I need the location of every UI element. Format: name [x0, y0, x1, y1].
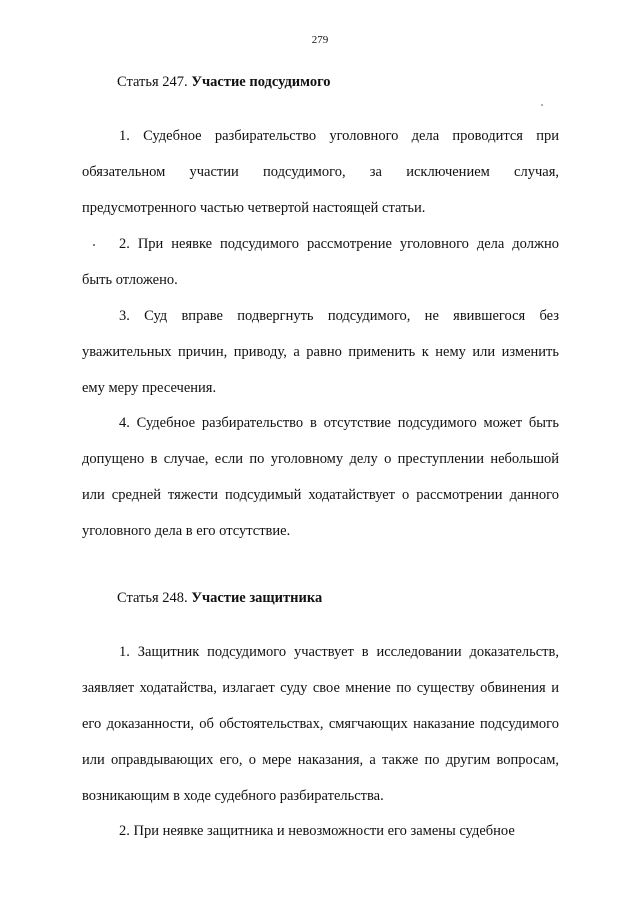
article-247-paragraph-3: 3. Суд вправе подвергнуть подсудимого, не явившегося без уважительных причин, приводу, а равно применить к нему или изменить ему меру пресечения.: [82, 308, 559, 396]
article-248-paragraph-2: 2. При неявке защитника и невозможности его замены судебное: [119, 823, 515, 839]
article-248-heading: [117, 590, 322, 607]
scan-speck: [541, 104, 543, 106]
article-247-paragraph-4: 4. Судебное разбирательство в отсутствие подсудимого может быть допущено в случае, если по уголовному делу о преступлении небольшой или средней тяжести подсудимый ходатайствует о рассмотрении данного уголовного дела в его отсутствие.: [82, 415, 559, 539]
article-247-title: Участие подсудимого: [191, 74, 331, 90]
article-247-paragraph-2: 2. При неявке подсудимого рассмотрение уголовного дела должно быть отложено.: [82, 236, 559, 288]
scan-speck: [93, 244, 95, 246]
article-247-paragraph-1: 1. Судебное разбирательство уголовного дела проводится при обязательном участии подсудимого, за исключением случая, предусмотренного частью четвертой настоящей статьи.: [82, 128, 559, 216]
article-247-heading: [117, 74, 331, 91]
page-number: 279: [311, 34, 329, 46]
article-248-title: Участие защитника: [191, 590, 323, 606]
article-248-paragraph-1: 1. Защитник подсудимого участвует в исследовании доказательств, заявляет ходатайства, излагает суду свое мнение по существу обвинения и его доказанности, об обстоятельствах, смягчающих наказание подсудимого или оправдывающих его, о мере наказания, а также по другим вопросам, возникающим в ходе судебного разбирательства.: [82, 644, 559, 804]
article-247-label: Статья 247.: [117, 74, 188, 90]
article-248-label: Статья 248.: [117, 590, 188, 606]
